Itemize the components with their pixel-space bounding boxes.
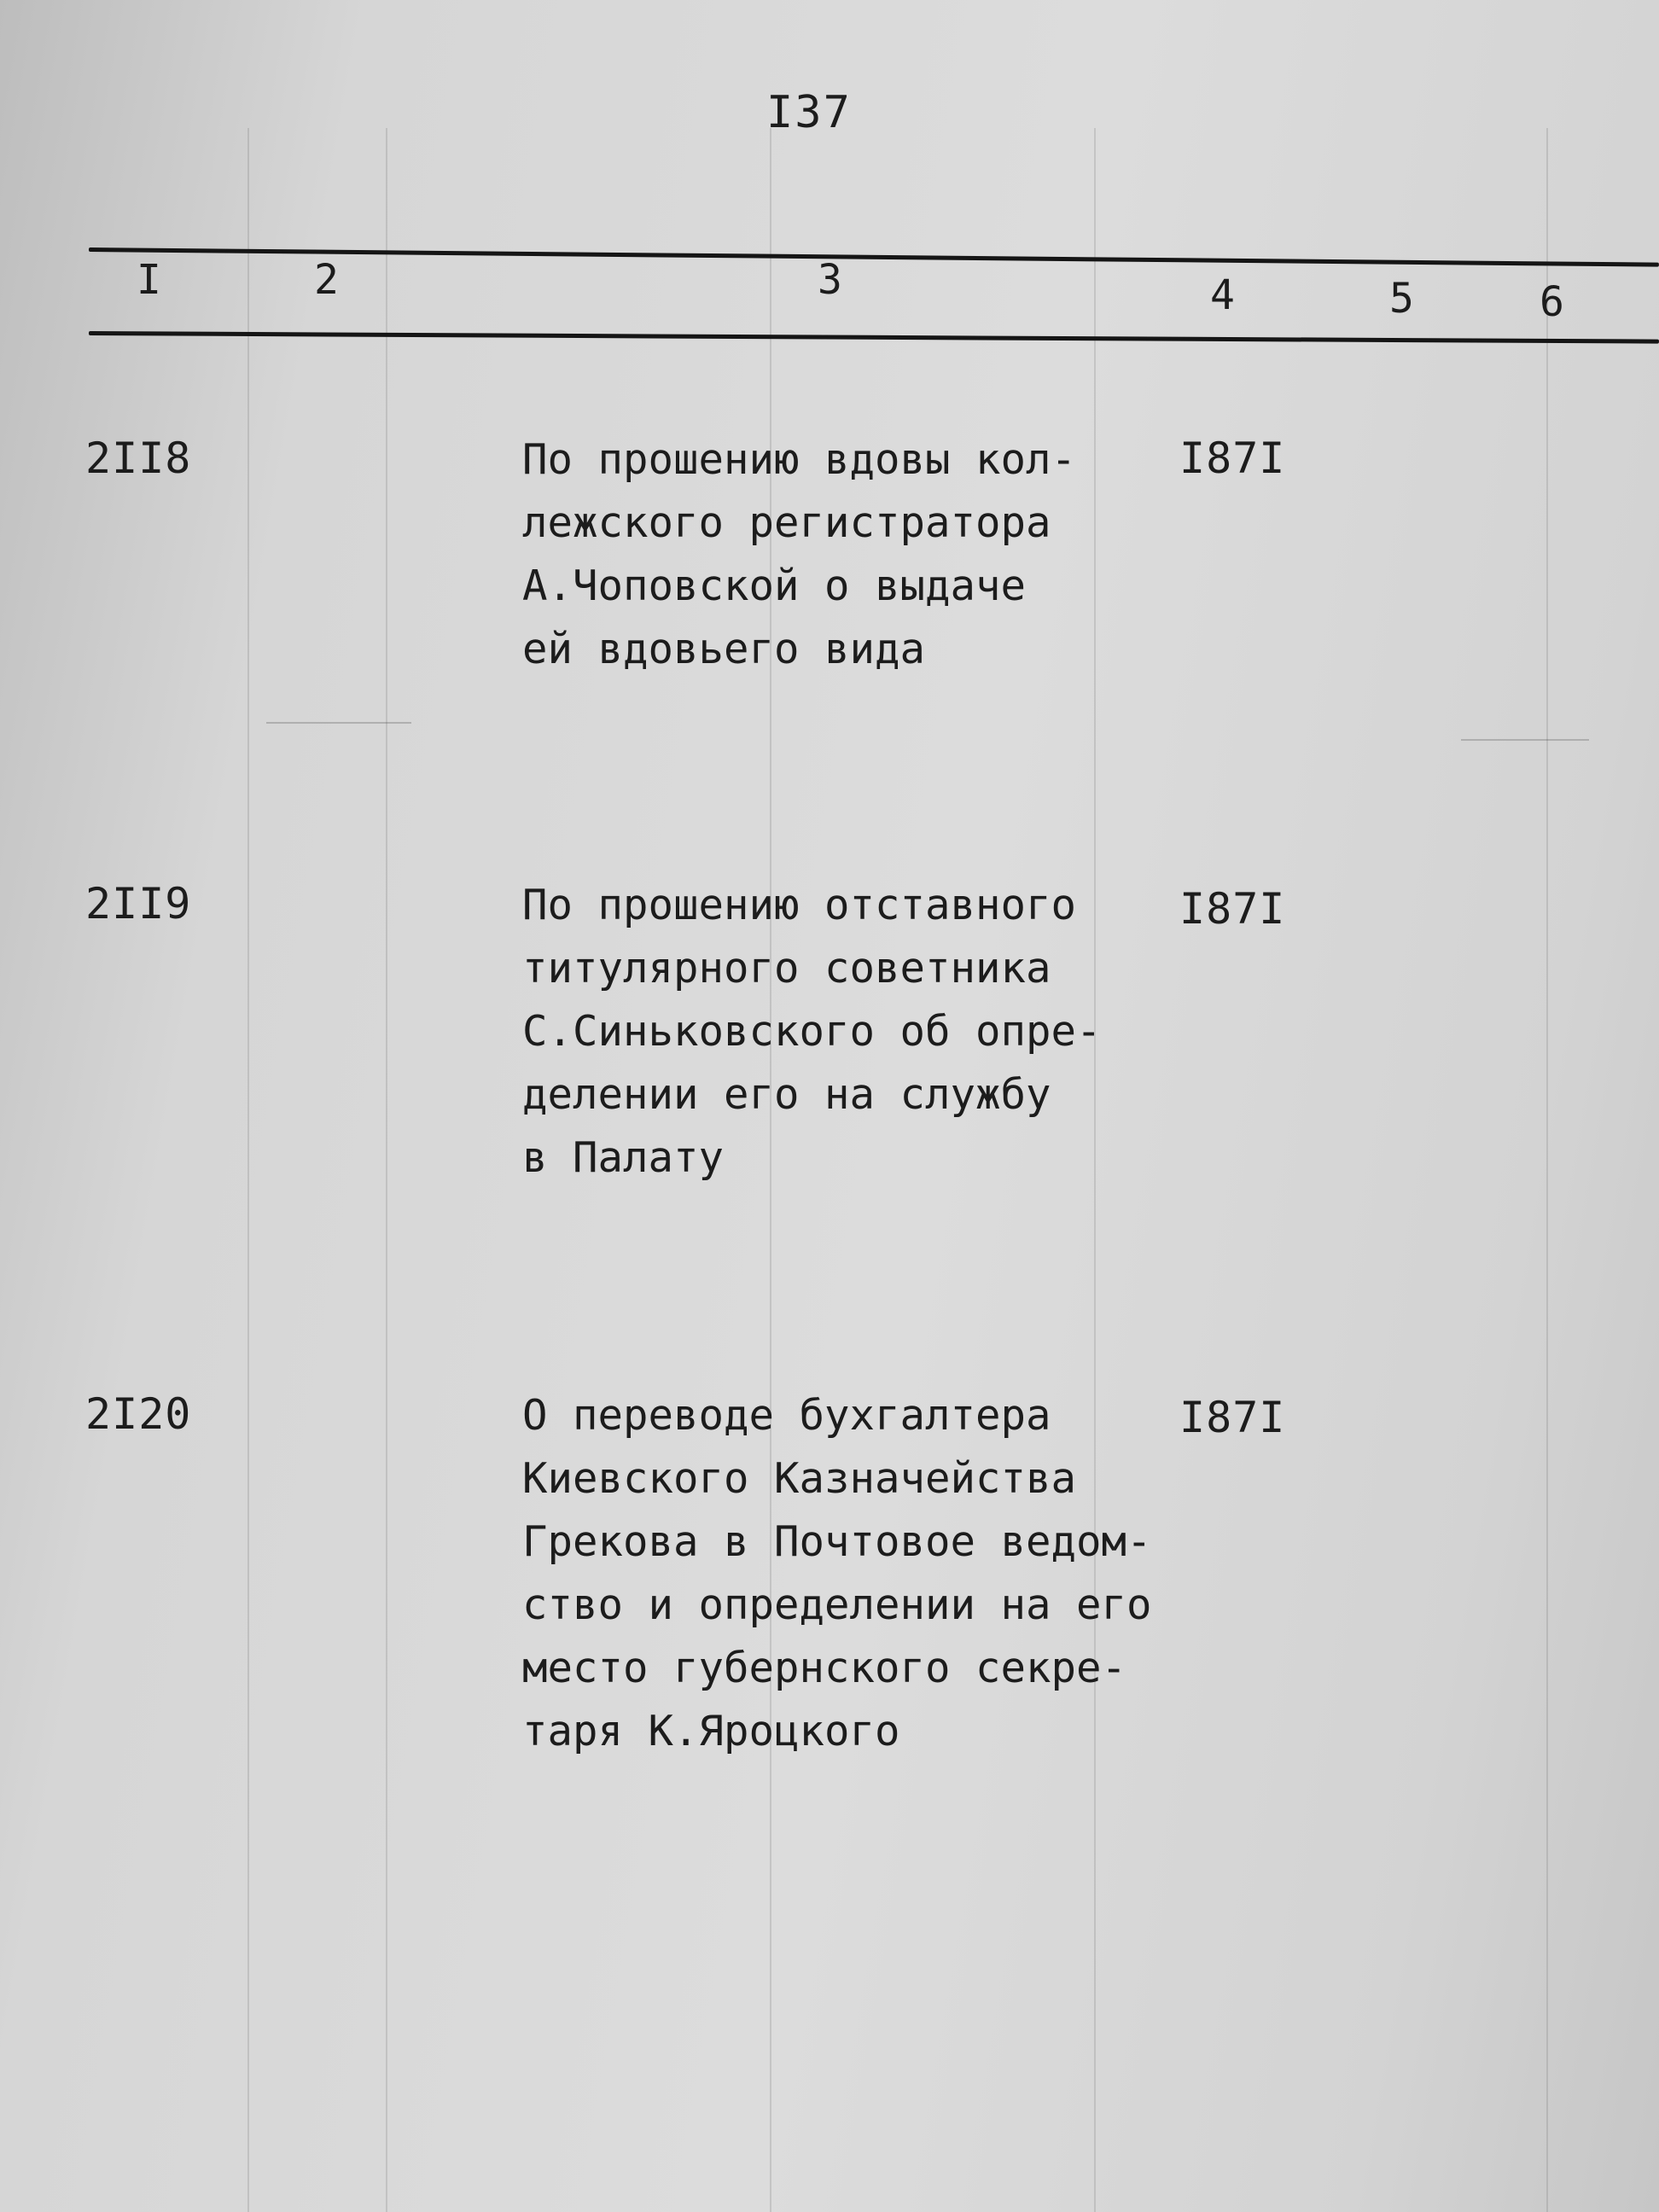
faint-dash <box>1461 739 1589 741</box>
entry-line: О переводе бухгалтера <box>522 1391 1051 1440</box>
entry-line: лежского регистратора <box>522 498 1051 547</box>
entry-number: 2I20 <box>85 1389 192 1439</box>
entry-number: 2II9 <box>85 879 192 928</box>
entry-year: I87I <box>1179 434 1286 483</box>
entry-year: I87I <box>1179 884 1286 934</box>
header-bottom-rule <box>89 331 1659 344</box>
column-number-5: 5 <box>1389 275 1414 323</box>
entry-number: 2II8 <box>85 434 192 483</box>
entry-line: А.Чоповской о выдаче <box>522 562 1027 610</box>
entry-line: Киевского Казначейства <box>522 1454 1077 1503</box>
entry-line: ей вдовьего вида <box>522 625 926 673</box>
entry-line: таря К.Яроцкого <box>522 1707 900 1755</box>
page-number: I37 <box>766 87 852 138</box>
column-number-6: 6 <box>1540 278 1564 326</box>
column-number-4: 4 <box>1210 271 1235 319</box>
column-number-3: 3 <box>818 256 842 304</box>
entry-description <box>522 1384 1205 1763</box>
entry-line: титулярного советника <box>522 944 1051 992</box>
faint-dash <box>266 722 411 724</box>
column-number-2: 2 <box>314 256 339 304</box>
entry-line: Грекова в Почтовое ведом- <box>522 1517 1152 1566</box>
column-divider-line <box>247 128 249 2212</box>
column-number-1: I <box>137 256 161 304</box>
entry-line: С.Синьковского об опре- <box>522 1007 1102 1056</box>
entry-description <box>522 874 1205 1190</box>
entry-year: I87I <box>1179 1393 1286 1442</box>
entry-line: делении его на службу <box>522 1070 1051 1119</box>
entry-description <box>522 428 1205 681</box>
entry-line: По прошению вдовы кол- <box>522 435 1077 484</box>
entry-line: По прошению отставного <box>522 881 1077 929</box>
entry-line: ство и определении на его <box>522 1580 1152 1629</box>
entry-line: место губернского секре- <box>522 1644 1127 1692</box>
column-divider-line <box>1546 128 1548 2212</box>
entry-line: в Палату <box>522 1133 725 1182</box>
column-divider-line <box>386 128 387 2212</box>
